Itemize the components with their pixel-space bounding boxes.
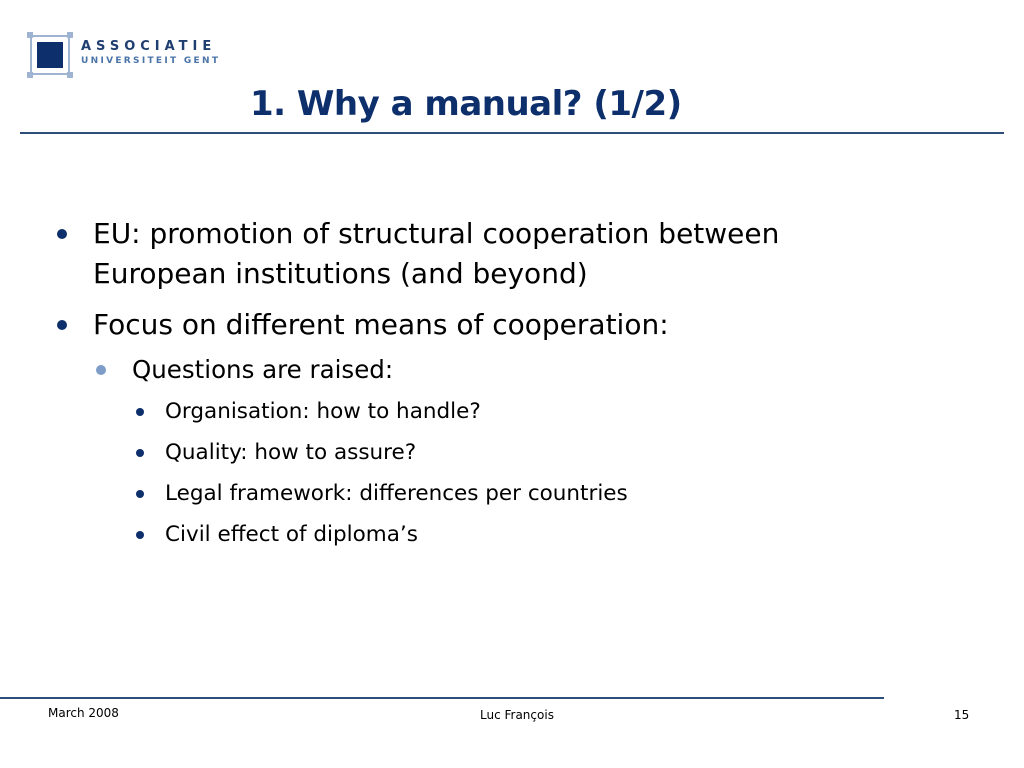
footer-page-number: 15	[954, 708, 970, 722]
bullet-text-level-3: Organisation: how to handle?	[165, 399, 481, 424]
footer-divider	[0, 697, 884, 699]
bullet-marker-icon	[57, 320, 67, 330]
bullet-marker-icon	[136, 490, 144, 498]
slide-title: 1. Why a manual? (1/2)	[250, 84, 682, 124]
bullet-marker-icon	[136, 408, 144, 416]
title-divider	[20, 132, 1004, 134]
bullet-text-level-1: EU: promotion of structural cooperation between	[93, 217, 780, 250]
footer-author: Luc François	[480, 708, 554, 722]
bullet-marker-icon	[57, 229, 67, 239]
logo-text-line2: UNIVERSITEIT GENT	[81, 56, 221, 66]
logo	[27, 32, 227, 80]
bullet-text-level-3: Legal framework: differences per countries	[165, 481, 628, 506]
logo-text-line1: ASSOCIATIE	[81, 39, 217, 54]
bullet-text-level-3: Quality: how to assure?	[165, 440, 417, 465]
associatie-logo-icon	[27, 32, 73, 78]
bullet-text-level-2: Questions are raised:	[132, 355, 394, 384]
bullet-marker-icon	[136, 449, 144, 457]
bullet-text-level-1: European institutions (and beyond)	[93, 257, 588, 290]
footer-date: March 2008	[48, 706, 119, 720]
bullet-marker-icon	[136, 531, 144, 539]
bullet-text-level-1: Focus on different means of cooperation:	[93, 308, 669, 341]
bullet-marker-icon	[96, 365, 106, 375]
bullet-text-level-3: Civil effect of diploma’s	[165, 522, 418, 547]
